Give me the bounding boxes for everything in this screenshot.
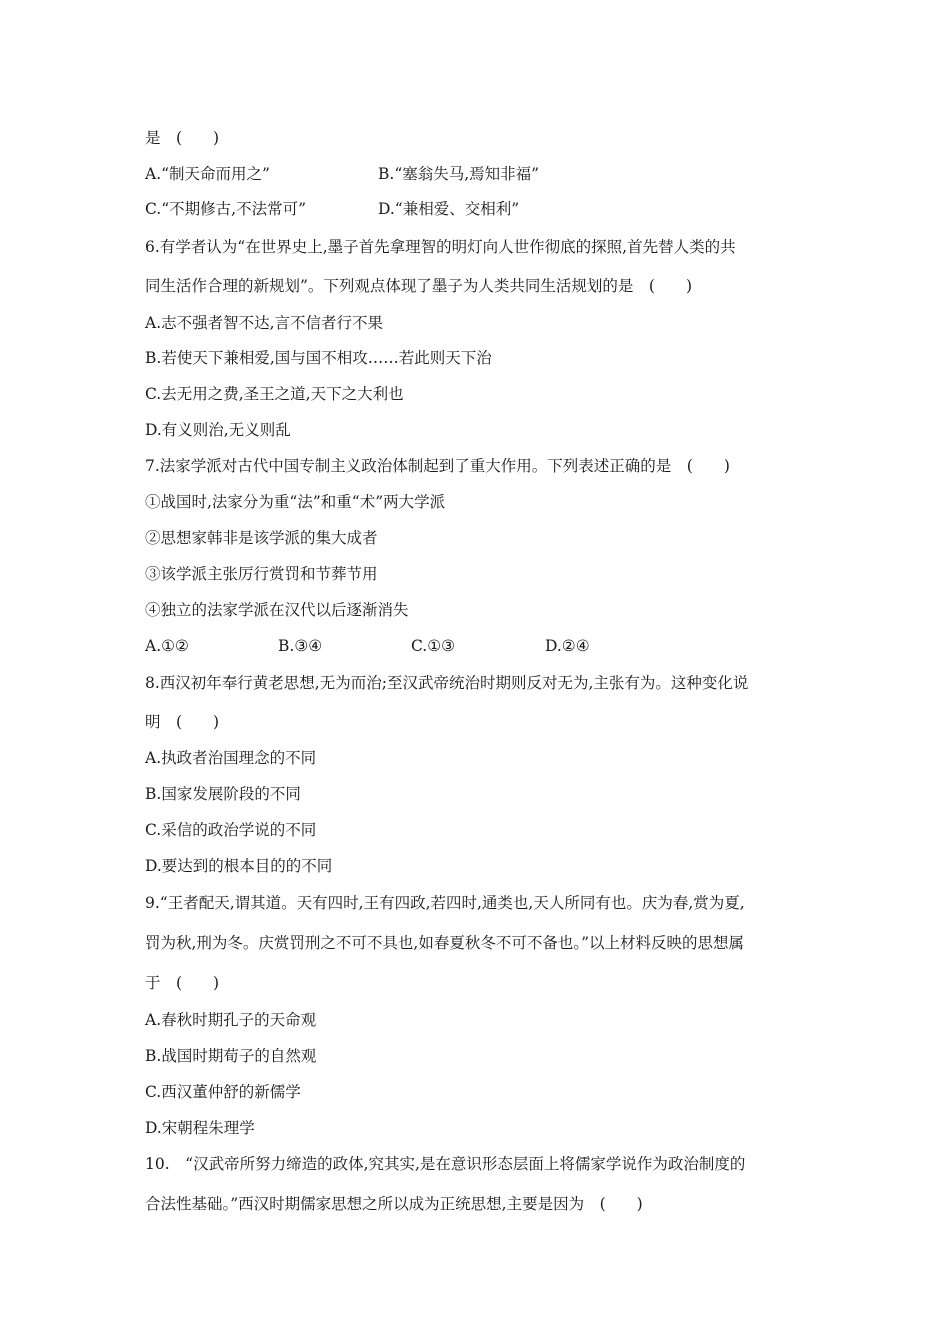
- q6-option-b: B.若使天下兼相爱,国与国不相攻……若此则天下治: [145, 349, 492, 367]
- q5-options-row-2: [145, 198, 520, 220]
- q5-stem-tail: 是 ( ): [145, 129, 220, 147]
- q5-option-a: A.“制天命而用之”: [145, 165, 270, 183]
- q10-stem-line-2: 合法性基础。”西汉时期儒家思想之所以成为正统思想,主要是因为 ( ): [145, 1195, 643, 1213]
- q8-option-b: B.国家发展阶段的不同: [145, 785, 301, 803]
- q8-stem-line-1: 8.西汉初年奉行黄老思想,无为而治;至汉武帝统治时期则反对无为,主张有为。这种变化说: [145, 674, 749, 692]
- q7-item-4: ④独立的法家学派在汉代以后逐渐消失: [145, 601, 409, 619]
- q5-options-row-1: [145, 163, 540, 185]
- q7-item-2: ②思想家韩非是该学派的集大成者: [145, 529, 378, 547]
- q5-option-b: B.“塞翁失马,焉知非福”: [378, 165, 540, 183]
- q9-stem-line-3: 于 ( ): [145, 974, 220, 992]
- q7-option-d: D.②④: [545, 637, 590, 655]
- q7-stem: 7.法家学派对古代中国专制主义政治体制起到了重大作用。下列表述正确的是 ( ): [145, 457, 730, 475]
- q9-option-b: B.战国时期荀子的自然观: [145, 1047, 317, 1065]
- q7-option-b: B.③④: [278, 637, 323, 655]
- q5-option-d: D.“兼相爱、交相利”: [378, 200, 520, 218]
- q10-stem-line-1: 10. “汉武帝所努力缔造的政体,究其实,是在意识形态层面上将儒家学说作为政治制度的: [145, 1155, 746, 1173]
- q8-option-d: D.要达到的根本目的的不同: [145, 857, 333, 875]
- q6-stem-line-1: 6.有学者认为“在世界史上,墨子首先拿理智的明灯向人世作彻底的探照,首先替人类的共: [145, 238, 736, 256]
- q8-option-c: C.采信的政治学说的不同: [145, 821, 317, 839]
- q7-item-1: ①战国时,法家分为重“法”和重“术”两大学派: [145, 493, 446, 511]
- q6-option-d: D.有义则治,无义则乱: [145, 421, 291, 439]
- q8-stem-line-2: 明 ( ): [145, 713, 220, 731]
- q7-option-c: C.①③: [411, 637, 456, 655]
- q9-option-a: A.春秋时期孔子的天命观: [145, 1011, 317, 1029]
- q7-option-a: A.①②: [145, 637, 189, 655]
- q6-stem-line-2: 同生活作合理的新规划”。下列观点体现了墨子为人类共同生活规划的是 ( ): [145, 277, 693, 295]
- q7-options-row: [145, 635, 590, 657]
- q9-stem-line-2: 罚为秋,刑为冬。庆赏罚刑之不可不具也,如春夏秋冬不可不备也。”以上材料反映的思想属: [145, 934, 745, 952]
- q9-option-d: D.宋朝程朱理学: [145, 1119, 255, 1137]
- q7-item-3: ③该学派主张厉行赏罚和节葬节用: [145, 565, 378, 583]
- q9-option-c: C.西汉董仲舒的新儒学: [145, 1083, 301, 1101]
- q6-option-a: A.志不强者智不达,言不信者行不果: [145, 314, 384, 332]
- q8-option-a: A.执政者治国理念的不同: [145, 749, 317, 767]
- q6-option-c: C.去无用之费,圣王之道,天下之大利也: [145, 385, 404, 403]
- q9-stem-line-1: 9.“王者配天,谓其道。天有四时,王有四政,若四时,通类也,天人所同有也。庆为春,赏为夏,: [145, 894, 745, 912]
- q5-option-c: C.“不期修古,不法常可”: [145, 200, 307, 218]
